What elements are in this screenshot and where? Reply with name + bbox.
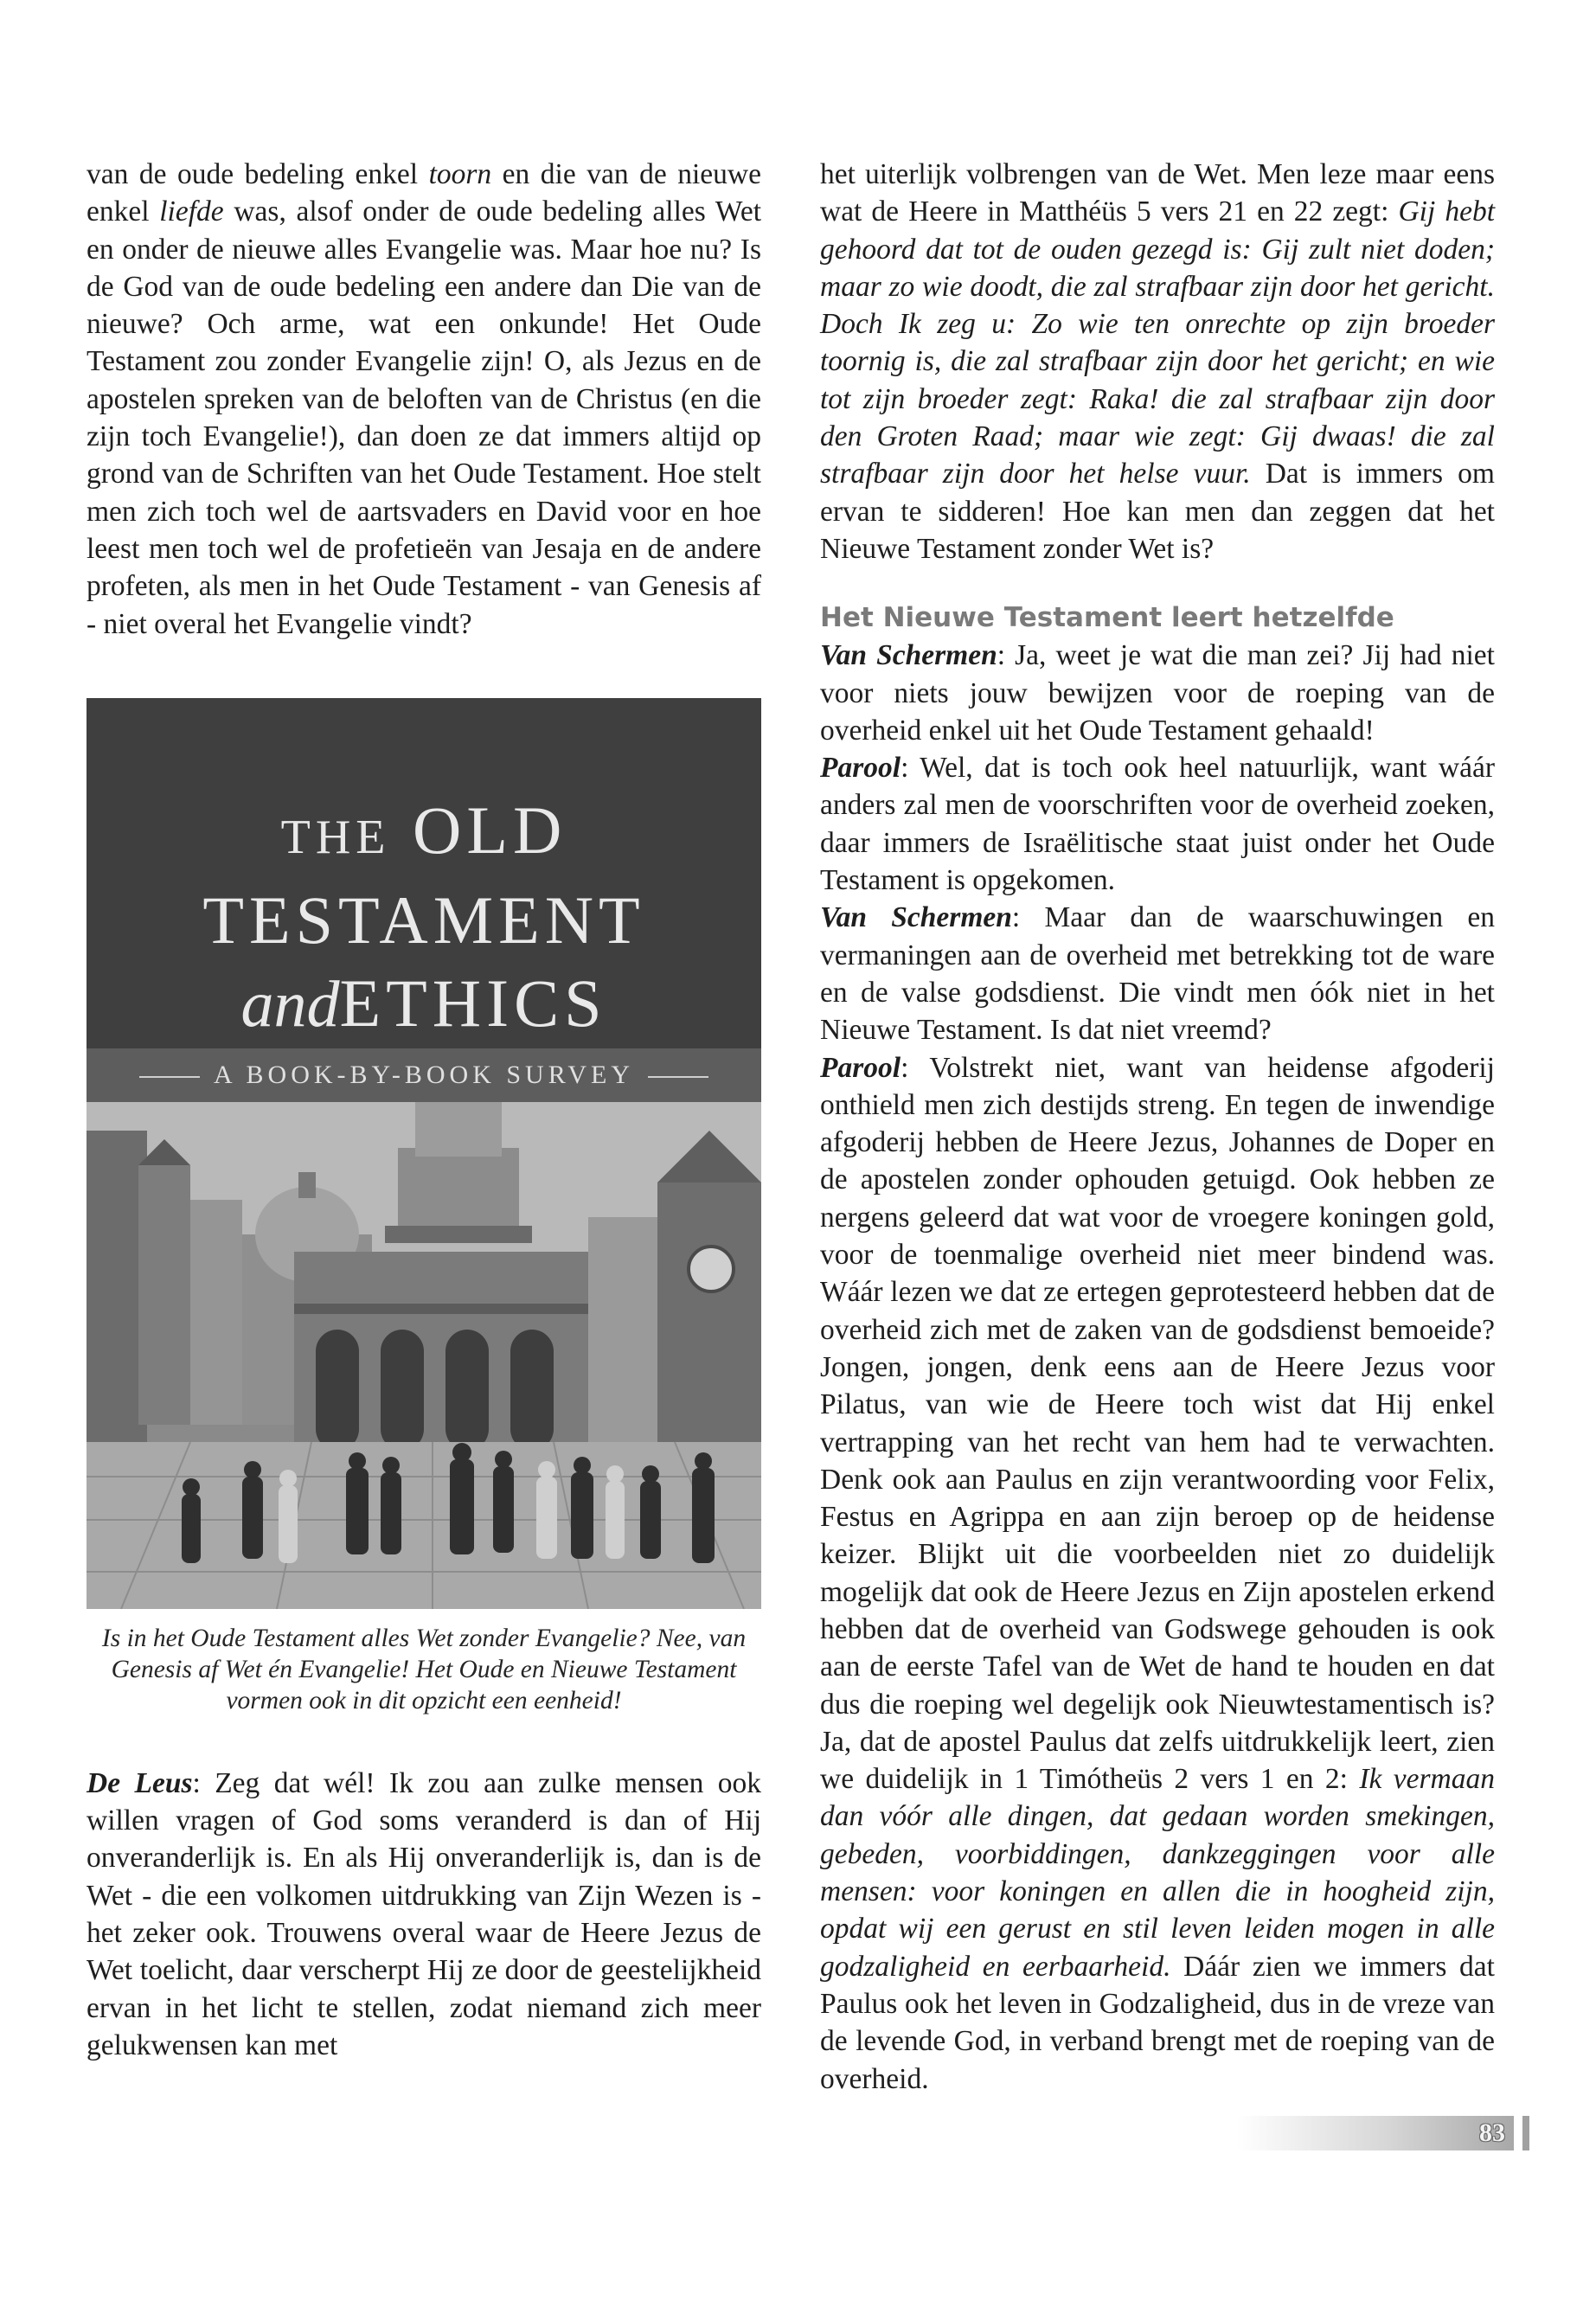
- page-edge-mark: [1522, 2116, 1529, 2150]
- speaker-name: Parool: [820, 752, 901, 785]
- dialogue-paragraph: Van Schermen: Maar dan de waarschuwingen en vermaningen aan de overheid met betrekking tot de ware en de valse godsdienst. Die vindt men óók niet in het Nieuwe Testament. Is dat niet vreemd?: [820, 901, 1495, 1047]
- section-heading: Het Nieuwe Testament leert hetzelfde: [820, 602, 1394, 634]
- book-cover-figure: [87, 698, 761, 1716]
- speaker-name: Parool: [820, 1051, 901, 1084]
- book-cover-image: [87, 698, 761, 1609]
- emphasis: toorn: [428, 158, 492, 190]
- cover-title: THE OLD TESTAMENT andETHICS: [202, 792, 645, 1041]
- left-column: [87, 156, 761, 2064]
- paragraph: De Leus: Zeg dat wél! Ik zou aan zulke mensen ook willen vragen of God soms veranderd is dan of Hij onveranderlijk is. En als Hij onveranderlijk is, dan is de Wet - die een volkomen uitdrukking van Zijn Wezen is - het zeker ook. Trouwens overal waar de Heere Jezus de Wet toelicht, daar verscherpt Hij ze door de geestelijkheid ervan in het licht te stellen, zodat niemand zich meer gelukwensen kan met: [87, 1766, 761, 2061]
- speaker-name: Van Schermen: [820, 901, 1012, 934]
- dialogue-paragraph: Parool: Volstrekt niet, want van heidense afgoderij onthield men zich destijds streng. En tegen de inwendige afgoderij hebben de Heere Jezus, Johannes de Doper en de apostelen zonder ophouden getuigd. Ook hebben ze nergens geleerd dat wat voor de vroegere koningen gold, voor de toenmalige overheid niet meer bindend was. Wáár lezen we dat ze ertegen geprotesteerd hebben dat de overheid zich met de zaken van de godsdienst bemoeide? Jongen, jongen, denk eens aan de Heere Jezus voor Pilatus, van wie de Heere toch wist dat Hij enkel vertrapping van het recht van hem had te verwachten. Denk ook aan Paulus en zijn verantwoording voor Felix, Festus en Agrippa en aan zijn beroep op de heidense keizer. Blijkt uit die voorbeelden niet zo duidelijk mogelijk dat ook de Heere Jezus en Zijn apostelen erkend hebben dat de overheid van Godswege gehouden is ook aan de eerste Tafel van de Wet de hand te houden en dat dus die roeping wel degelijk ook Nieuwtestamentisch is? Ja, dat de apostel Paulus dat zelfs uitdrukkelijk leert, zien we duidelijk in 1 Timótheüs 2 vers 1 en 2: Ik vermaan dan vóór alle dingen, dat gedaan worden smekingen, gebeden, voorbiddingen, dankzeggingen voor alle mensen: voor koningen en allen die in hoogheid zijn, opdat wij een gerust en stil leven leiden mogen in alle godzaligheid en eerbaarheid. Dáár zien we immers dat Paulus ook het leven in Godzaligheid, dus in de vreze van de levende God, in verband brengt met de roeping van de overheid.: [820, 1051, 1495, 2095]
- scripture-quote: Gij hebt gehoord dat tot de ouden gezegd is: Gij zult niet doden; maar zo wie doodt, die zal strafbaar zijn door het gericht. Doch Ik zeg u: Zo wie ten onrechte op zijn broeder toornig is, die zal strafbaar zijn door het gericht; en wie tot zijn broeder zegt: Raka! die zal strafbaar zijn door den Groten Raad; maar wie zegt: Gij dwaas! die zal strafbaar zijn door het helse vuur.: [820, 195, 1495, 490]
- speaker-name: Van Schermen: [820, 639, 997, 672]
- right-column: [820, 156, 1495, 2098]
- scripture-quote: Ik vermaan dan vóór alle dingen, dat gedaan worden smekingen, gebeden, voorbiddingen, dankzeggingen voor alle mensen: voor koningen en allen die in hoogheid zijn, opdat wij een gerust en stil leven leiden mogen in alle godzaligheid en eerbaarheid.: [820, 1763, 1495, 1983]
- dialogue-paragraph: Parool: Wel, dat is toch ook heel natuurlijk, want wáár anders zal men de voorschriften voor de overheid zoeken, daar immers de Israëlitische staat juist onder het Oude Testament is opgekomen.: [820, 752, 1495, 897]
- speaker-name: De Leus: [87, 1766, 193, 1799]
- figure-caption: Is in het Oude Testament alles Wet zonder Evangelie? Nee, van Genesis af Wet én Evangelie! Het Oude en Nieuwe Testament vormen ook in dit opzicht een eenheid!: [101, 1624, 747, 1715]
- paragraph: van de oude bedeling enkel toorn en die van de nieuwe enkel liefde was, alsof onder de oude bedeling alles Wet en onder de nieuwe alles Evangelie was. Maar hoe nu? Is de God van de oude bedeling een andere dan Die van de nieuwe? Och arme, wat een onkunde! Het Oude Testament zou zonder Evangelie zijn! O, als Jezus en de apostelen spreken van de beloften van de Christus (en die zijn toch Evangelie!), dan doen ze dat immers altijd op grond van de Schriften van het Oude Testament. Hoe stelt men zich toch wel de aartsvaders en David voor en hoe leest men toch wel de profetieën van Jesaja en de andere profeten, als men in het Oude Testament - van Genesis af - niet overal het Evangelie vindt?: [87, 158, 761, 640]
- paragraph: het uiterlijk volbrengen van de Wet. Men leze maar eens wat de Heere in Matthéüs 5 vers 21 en 22 zegt: Gij hebt gehoord dat tot de ouden gezegd is: Gij zult niet doden; maar zo wie doodt, die zal strafbaar zijn door het gericht. Doch Ik zeg u: Zo wie ten onrechte op zijn broeder toornig is, die zal strafbaar zijn door het gericht; en wie tot zijn broeder zegt: Raka! die zal strafbaar zijn door den Groten Raad; maar wie zegt: Gij dwaas! die zal strafbaar zijn door het helse vuur. Dat is immers om ervan te sidderen! Hoe kan men dan zeggen dat het Nieuwe Testament zonder Wet is?: [820, 158, 1495, 565]
- emphasis: liefde: [159, 195, 224, 228]
- dialogue-paragraph: Van Schermen: Ja, weet je wat die man zei? Jij had niet voor niets jouw bewijzen voor de roeping van de overheid enkel uit het Oude Testament gehaald!: [820, 639, 1495, 747]
- page-number: 83: [1479, 2118, 1505, 2147]
- cover-subtitle-band: A BOOK-BY-BOOK SURVEY: [87, 1048, 761, 1102]
